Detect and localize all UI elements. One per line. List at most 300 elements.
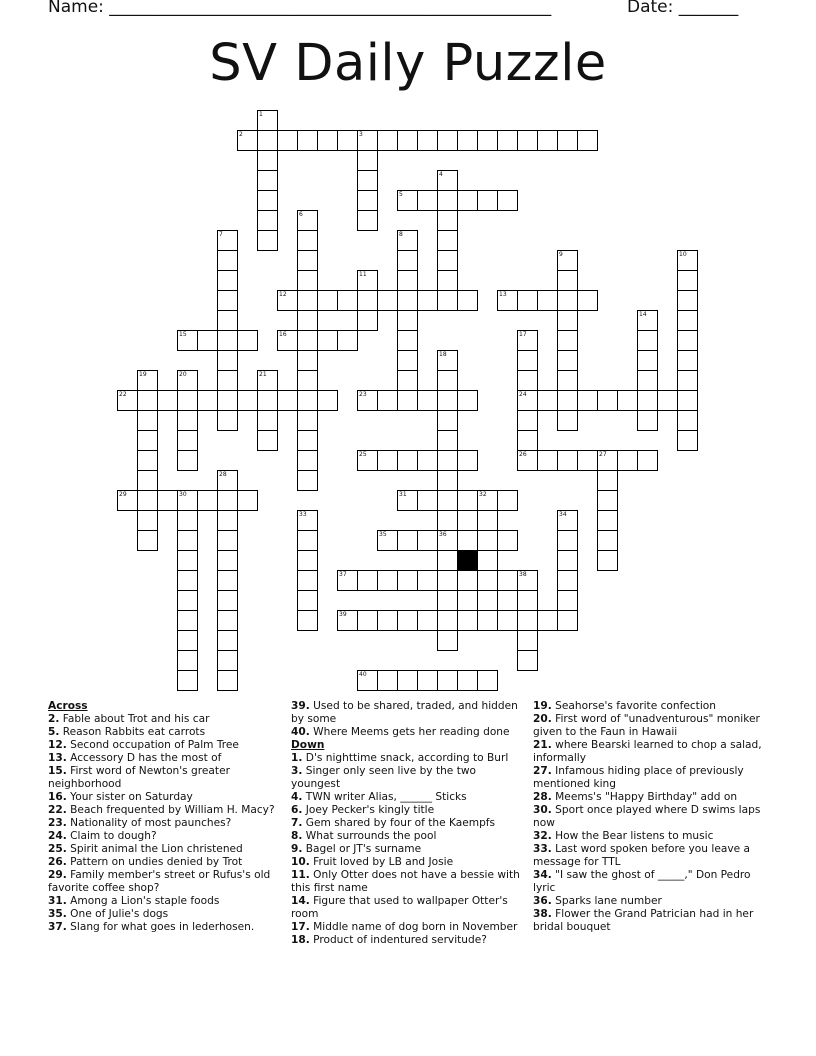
grid-cell[interactable] <box>417 610 438 631</box>
grid-cell[interactable] <box>517 450 538 471</box>
grid-cell[interactable] <box>397 330 418 351</box>
grid-cell[interactable] <box>297 530 318 551</box>
grid-cell[interactable] <box>577 290 598 311</box>
clue-column-3 <box>533 700 769 934</box>
grid-cell[interactable] <box>517 130 538 151</box>
grid-cell[interactable] <box>177 610 198 631</box>
grid-cell[interactable] <box>677 250 698 271</box>
grid-cell[interactable] <box>517 390 538 411</box>
grid-cell[interactable] <box>217 590 238 611</box>
grid-cell[interactable] <box>477 550 498 571</box>
cell-number: 38 <box>519 571 527 578</box>
cell-number: 9 <box>559 251 563 258</box>
grid-cell[interactable] <box>437 670 458 691</box>
grid-cell[interactable] <box>297 230 318 251</box>
grid-cell[interactable] <box>257 390 278 411</box>
grid-cell[interactable] <box>137 450 158 471</box>
grid-cell[interactable] <box>257 130 278 151</box>
grid-cell[interactable] <box>297 270 318 291</box>
grid-cell[interactable] <box>197 490 218 511</box>
grid-cell[interactable] <box>477 570 498 591</box>
grid-cell[interactable] <box>457 490 478 511</box>
clue-across: 40. Where Meems gets her reading done <box>291 726 510 738</box>
grid-cell[interactable] <box>257 230 278 251</box>
grid-cell[interactable] <box>557 290 578 311</box>
grid-cell[interactable] <box>677 350 698 371</box>
grid-cell[interactable] <box>517 370 538 391</box>
grid-cell[interactable] <box>217 270 238 291</box>
grid-cell[interactable] <box>557 130 578 151</box>
grid-cell[interactable] <box>177 550 198 571</box>
grid-cell[interactable] <box>177 590 198 611</box>
cell-number: 17 <box>519 331 527 338</box>
grid-cell[interactable] <box>517 290 538 311</box>
grid-cell[interactable] <box>437 410 458 431</box>
grid-cell[interactable] <box>277 130 298 151</box>
grid-cell[interactable] <box>597 490 618 511</box>
grid-cell[interactable] <box>357 150 378 171</box>
grid-cell[interactable] <box>477 490 498 511</box>
grid-cell[interactable] <box>437 510 458 531</box>
grid-cell[interactable] <box>617 450 638 471</box>
grid-cell[interactable] <box>177 450 198 471</box>
clue-down: 36. Sparks lane number <box>533 895 662 907</box>
grid-cell[interactable] <box>417 190 438 211</box>
grid-cell[interactable] <box>297 350 318 371</box>
grid-cell[interactable] <box>177 330 198 351</box>
grid-cell[interactable] <box>237 490 258 511</box>
grid-cell[interactable] <box>297 210 318 231</box>
grid-cell[interactable] <box>217 330 238 351</box>
grid-cell[interactable] <box>477 670 498 691</box>
grid-cell[interactable] <box>417 390 438 411</box>
grid-cell[interactable] <box>477 190 498 211</box>
grid-cell[interactable] <box>397 490 418 511</box>
grid-cell[interactable] <box>497 290 518 311</box>
grid-cell[interactable] <box>517 630 538 651</box>
grid-cell[interactable] <box>517 330 538 351</box>
grid-cell[interactable] <box>297 430 318 451</box>
grid-cell[interactable] <box>257 370 278 391</box>
grid-cell[interactable] <box>417 530 438 551</box>
grid-cell[interactable] <box>217 610 238 631</box>
grid-cell[interactable] <box>217 370 238 391</box>
grid-cell[interactable] <box>357 570 378 591</box>
grid-cell[interactable] <box>137 430 158 451</box>
grid-cell[interactable] <box>237 330 258 351</box>
grid-cell[interactable] <box>477 510 498 531</box>
grid-cell[interactable] <box>557 250 578 271</box>
clue-down: 28. Meems's "Happy Birthday" add on <box>533 791 738 803</box>
grid-cell[interactable] <box>257 410 278 431</box>
grid-cell[interactable] <box>537 450 558 471</box>
grid-cell[interactable] <box>397 390 418 411</box>
grid-cell[interactable] <box>297 370 318 391</box>
grid-cell[interactable] <box>177 430 198 451</box>
grid-cell[interactable] <box>357 210 378 231</box>
grid-cell[interactable] <box>377 390 398 411</box>
grid-cell[interactable] <box>597 470 618 491</box>
grid-cell[interactable] <box>217 510 238 531</box>
grid-cell[interactable] <box>457 570 478 591</box>
grid-cell[interactable] <box>597 390 618 411</box>
grid-cell[interactable] <box>297 590 318 611</box>
grid-cell[interactable] <box>397 350 418 371</box>
grid-cell[interactable] <box>257 190 278 211</box>
grid-cell[interactable] <box>337 290 358 311</box>
grid-cell[interactable] <box>457 450 478 471</box>
grid-cell[interactable] <box>597 450 618 471</box>
grid-cell[interactable] <box>237 130 258 151</box>
grid-cell[interactable] <box>437 190 458 211</box>
grid-cell[interactable] <box>217 290 238 311</box>
grid-cell[interactable] <box>297 470 318 491</box>
date-field[interactable]: Date: _______ <box>627 0 739 17</box>
grid-cell[interactable] <box>437 130 458 151</box>
grid-cell[interactable] <box>437 590 458 611</box>
cell-number: 18 <box>439 351 447 358</box>
grid-cell[interactable] <box>357 270 378 291</box>
black-square <box>457 550 478 571</box>
grid-cell[interactable] <box>437 470 458 491</box>
grid-cell[interactable] <box>637 410 658 431</box>
grid-cell[interactable] <box>337 330 358 351</box>
grid-cell[interactable] <box>397 250 418 271</box>
grid-cell[interactable] <box>557 350 578 371</box>
grid-cell[interactable] <box>337 610 358 631</box>
grid-cell[interactable] <box>557 610 578 631</box>
grid-cell[interactable] <box>177 570 198 591</box>
grid-cell[interactable] <box>297 550 318 571</box>
grid-cell[interactable] <box>217 410 238 431</box>
grid-cell[interactable] <box>397 450 418 471</box>
grid-cell[interactable] <box>177 410 198 431</box>
grid-cell[interactable] <box>517 650 538 671</box>
grid-cell[interactable] <box>357 290 378 311</box>
grid-cell[interactable] <box>497 190 518 211</box>
grid-cell[interactable] <box>257 430 278 451</box>
down-heading: Down <box>291 739 325 751</box>
grid-cell[interactable] <box>477 590 498 611</box>
grid-cell[interactable] <box>577 390 598 411</box>
clue-across: 29. Family member's street or Rufus's old favorite coffee shop? <box>48 869 271 894</box>
grid-cell[interactable] <box>317 290 338 311</box>
grid-cell[interactable] <box>197 330 218 351</box>
grid-cell[interactable] <box>437 270 458 291</box>
grid-cell[interactable] <box>217 490 238 511</box>
grid-cell[interactable] <box>517 590 538 611</box>
grid-cell[interactable] <box>357 670 378 691</box>
grid-cell[interactable] <box>677 310 698 331</box>
grid-cell[interactable] <box>397 310 418 331</box>
grid-cell[interactable] <box>137 410 158 431</box>
grid-cell[interactable] <box>217 550 238 571</box>
grid-cell[interactable] <box>457 670 478 691</box>
clue-down: 27. Infamous hiding place of previously mentioned king <box>533 765 744 790</box>
grid-cell[interactable] <box>117 490 138 511</box>
grid-cell[interactable] <box>337 570 358 591</box>
grid-cell[interactable] <box>677 270 698 291</box>
grid-cell[interactable] <box>637 390 658 411</box>
grid-cell[interactable] <box>497 610 518 631</box>
grid-cell[interactable] <box>597 550 618 571</box>
grid-cell[interactable] <box>497 130 518 151</box>
grid-cell[interactable] <box>497 570 518 591</box>
grid-cell[interactable] <box>117 390 138 411</box>
grid-cell[interactable] <box>217 310 238 331</box>
grid-cell[interactable] <box>677 370 698 391</box>
grid-cell[interactable] <box>597 510 618 531</box>
grid-cell[interactable] <box>217 530 238 551</box>
grid-cell[interactable] <box>357 390 378 411</box>
grid-cell[interactable] <box>257 150 278 171</box>
grid-cell[interactable] <box>397 570 418 591</box>
grid-cell[interactable] <box>297 130 318 151</box>
clue-across: 16. Your sister on Saturday <box>48 791 193 803</box>
grid-cell[interactable] <box>297 390 318 411</box>
grid-cell[interactable] <box>437 370 458 391</box>
grid-cell[interactable] <box>577 450 598 471</box>
grid-cell[interactable] <box>517 350 538 371</box>
grid-cell[interactable] <box>637 330 658 351</box>
grid-cell[interactable] <box>437 490 458 511</box>
grid-cell[interactable] <box>417 290 438 311</box>
grid-cell[interactable] <box>397 670 418 691</box>
clue-across: 13. Accessory D has the most of <box>48 752 222 764</box>
cell-number: 37 <box>339 571 347 578</box>
grid-cell[interactable] <box>557 390 578 411</box>
grid-cell[interactable] <box>497 530 518 551</box>
grid-cell[interactable] <box>297 510 318 531</box>
grid-cell[interactable] <box>557 550 578 571</box>
grid-cell[interactable] <box>357 170 378 191</box>
grid-cell[interactable] <box>277 290 298 311</box>
grid-cell[interactable] <box>297 570 318 591</box>
grid-cell[interactable] <box>637 370 658 391</box>
grid-cell[interactable] <box>397 230 418 251</box>
grid-cell[interactable] <box>437 610 458 631</box>
grid-cell[interactable] <box>477 530 498 551</box>
grid-cell[interactable] <box>437 350 458 371</box>
grid-cell[interactable] <box>317 330 338 351</box>
grid-cell[interactable] <box>457 390 478 411</box>
grid-cell[interactable] <box>417 130 438 151</box>
grid-cell[interactable] <box>457 290 478 311</box>
grid-cell[interactable] <box>437 550 458 571</box>
grid-cell[interactable] <box>377 130 398 151</box>
grid-cell[interactable] <box>377 450 398 471</box>
grid-cell[interactable] <box>217 630 238 651</box>
grid-cell[interactable] <box>317 390 338 411</box>
clue-across: 2. Fable about Trot and his car <box>48 713 210 725</box>
grid-cell[interactable] <box>137 490 158 511</box>
grid-cell[interactable] <box>297 250 318 271</box>
grid-cell[interactable] <box>557 370 578 391</box>
grid-cell[interactable] <box>217 650 238 671</box>
grid-cell[interactable] <box>437 170 458 191</box>
grid-cell[interactable] <box>557 530 578 551</box>
grid-cell[interactable] <box>437 230 458 251</box>
grid-cell[interactable] <box>637 450 658 471</box>
grid-cell[interactable] <box>357 130 378 151</box>
grid-cell[interactable] <box>177 370 198 391</box>
grid-cell[interactable] <box>517 570 538 591</box>
grid-cell[interactable] <box>397 270 418 291</box>
grid-cell[interactable] <box>397 130 418 151</box>
grid-cell[interactable] <box>677 330 698 351</box>
grid-cell[interactable] <box>517 610 538 631</box>
grid-cell[interactable] <box>557 330 578 351</box>
grid-cell[interactable] <box>357 310 378 331</box>
grid-cell[interactable] <box>417 490 438 511</box>
grid-cell[interactable] <box>557 270 578 291</box>
grid-cell[interactable] <box>437 570 458 591</box>
grid-cell[interactable] <box>577 130 598 151</box>
grid-cell[interactable] <box>437 290 458 311</box>
grid-cell[interactable] <box>217 570 238 591</box>
grid-cell[interactable] <box>397 190 418 211</box>
grid-cell[interactable] <box>217 250 238 271</box>
grid-cell[interactable] <box>277 390 298 411</box>
cell-number: 22 <box>119 391 127 398</box>
grid-cell[interactable] <box>297 410 318 431</box>
clue-down: 11. Only Otter does not have a bessie with this first name <box>291 869 520 894</box>
grid-cell[interactable] <box>177 650 198 671</box>
grid-cell[interactable] <box>357 450 378 471</box>
grid-cell[interactable] <box>177 670 198 691</box>
grid-cell[interactable] <box>457 530 478 551</box>
cell-number: 29 <box>119 491 127 498</box>
grid-cell[interactable] <box>437 250 458 271</box>
grid-cell[interactable] <box>297 610 318 631</box>
grid-cell[interactable] <box>217 350 238 371</box>
grid-cell[interactable] <box>377 610 398 631</box>
grid-cell[interactable] <box>157 390 178 411</box>
grid-cell[interactable] <box>477 610 498 631</box>
grid-cell[interactable] <box>457 610 478 631</box>
grid-cell[interactable] <box>397 610 418 631</box>
grid-cell[interactable] <box>437 390 458 411</box>
grid-cell[interactable] <box>357 190 378 211</box>
across-clues-part1 <box>48 713 276 934</box>
grid-cell[interactable] <box>397 530 418 551</box>
grid-cell[interactable] <box>177 630 198 651</box>
grid-cell[interactable] <box>517 430 538 451</box>
grid-cell[interactable] <box>297 330 318 351</box>
grid-cell[interactable] <box>677 410 698 431</box>
grid-cell[interactable] <box>437 430 458 451</box>
grid-cell[interactable] <box>257 110 278 131</box>
grid-cell[interactable] <box>417 570 438 591</box>
grid-cell[interactable] <box>417 670 438 691</box>
grid-cell[interactable] <box>377 290 398 311</box>
grid-cell[interactable] <box>557 510 578 531</box>
grid-cell[interactable] <box>297 310 318 331</box>
grid-cell[interactable] <box>397 370 418 391</box>
grid-cell[interactable] <box>537 610 558 631</box>
grid-cell[interactable] <box>377 530 398 551</box>
grid-cell[interactable] <box>177 510 198 531</box>
grid-cell[interactable] <box>597 530 618 551</box>
grid-cell[interactable] <box>557 590 578 611</box>
grid-cell[interactable] <box>437 450 458 471</box>
clue-down: 19. Seahorse's favorite confection <box>533 700 716 712</box>
grid-cell[interactable] <box>337 130 358 151</box>
grid-cell[interactable] <box>437 530 458 551</box>
grid-cell[interactable] <box>517 410 538 431</box>
grid-cell[interactable] <box>217 470 238 491</box>
clue-down: 6. Joey Pecker's kingly title <box>291 804 435 816</box>
grid-cell[interactable] <box>137 530 158 551</box>
grid-cell[interactable] <box>437 630 458 651</box>
grid-cell[interactable] <box>297 450 318 471</box>
grid-cell[interactable] <box>637 310 658 331</box>
grid-cell[interactable] <box>137 390 158 411</box>
grid-cell[interactable] <box>657 390 678 411</box>
grid-cell[interactable] <box>137 510 158 531</box>
clue-down: 1. D's nighttime snack, according to Burl <box>291 752 509 764</box>
grid-cell[interactable] <box>557 570 578 591</box>
grid-cell[interactable] <box>677 390 698 411</box>
grid-cell[interactable] <box>677 430 698 451</box>
grid-cell[interactable] <box>617 390 638 411</box>
grid-cell[interactable] <box>557 310 578 331</box>
cell-number: 3 <box>359 131 363 138</box>
grid-cell[interactable] <box>537 290 558 311</box>
grid-cell[interactable] <box>297 290 318 311</box>
grid-cell[interactable] <box>377 570 398 591</box>
grid-cell[interactable] <box>217 670 238 691</box>
clue-across: 15. First word of Newton's greater neighborhood <box>48 765 230 790</box>
grid-cell[interactable] <box>177 530 198 551</box>
clue-across: 5. Reason Rabbits eat carrots <box>48 726 206 738</box>
grid-cell[interactable] <box>537 130 558 151</box>
grid-cell[interactable] <box>417 450 438 471</box>
grid-cell[interactable] <box>137 370 158 391</box>
grid-cell[interactable] <box>357 610 378 631</box>
grid-cell[interactable] <box>457 130 478 151</box>
grid-cell[interactable] <box>177 390 198 411</box>
grid-cell[interactable] <box>397 290 418 311</box>
grid-cell[interactable] <box>257 210 278 231</box>
grid-cell[interactable] <box>317 130 338 151</box>
grid-cell[interactable] <box>237 390 258 411</box>
grid-cell[interactable] <box>557 410 578 431</box>
name-field[interactable]: Name: ____________________________________________________ <box>48 0 552 17</box>
cell-number: 34 <box>559 511 567 518</box>
grid-cell[interactable] <box>557 450 578 471</box>
grid-cell[interactable] <box>377 670 398 691</box>
grid-cell[interactable] <box>197 390 218 411</box>
grid-cell[interactable] <box>477 130 498 151</box>
grid-cell[interactable] <box>677 290 698 311</box>
grid-cell[interactable] <box>217 390 238 411</box>
grid-cell[interactable] <box>177 490 198 511</box>
grid-cell[interactable] <box>637 350 658 371</box>
grid-cell[interactable] <box>217 230 238 251</box>
grid-cell[interactable] <box>137 470 158 491</box>
clue-down: 20. First word of "unadventurous" moniker given to the Faun in Hawaii <box>533 713 760 738</box>
grid-cell[interactable] <box>157 490 178 511</box>
grid-cell[interactable] <box>437 210 458 231</box>
cell-number: 1 <box>259 111 263 118</box>
grid-cell[interactable] <box>277 330 298 351</box>
grid-cell[interactable] <box>497 490 518 511</box>
grid-cell[interactable] <box>457 190 478 211</box>
grid-cell[interactable] <box>257 170 278 191</box>
grid-cell[interactable] <box>537 390 558 411</box>
clue-across: 31. Among a Lion's staple foods <box>48 895 220 907</box>
